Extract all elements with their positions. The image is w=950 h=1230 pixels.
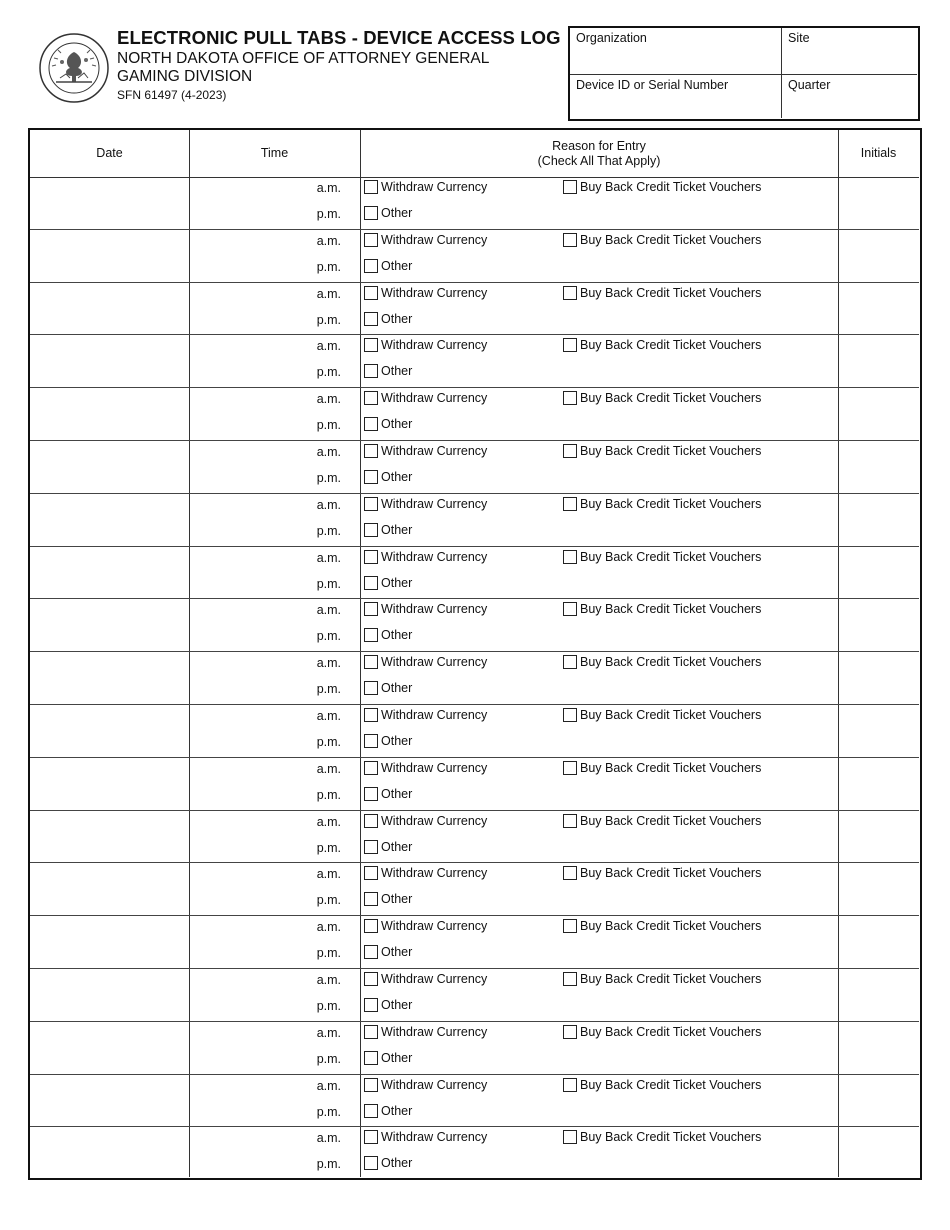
table-row: [30, 863, 919, 916]
date-cell[interactable]: [30, 335, 189, 387]
site-field[interactable]: [782, 28, 917, 75]
buy-back-vouchers-option[interactable]: [563, 761, 761, 775]
buy-back-vouchers-label: Buy Back Credit Ticket Vouchers: [580, 549, 762, 564]
buy-back-vouchers-option[interactable]: [563, 708, 761, 722]
initials-cell[interactable]: [839, 758, 919, 810]
other-option[interactable]: [364, 945, 412, 959]
buy-back-vouchers-label: Buy Back Credit Ticket Vouchers: [580, 655, 762, 670]
buy-back-vouchers-label: Buy Back Credit Ticket Vouchers: [580, 866, 762, 881]
table-row: [30, 441, 919, 494]
initials-cell[interactable]: [839, 1127, 919, 1179]
withdraw-currency-label: Withdraw Currency: [381, 1077, 488, 1092]
withdraw-currency-checkbox[interactable]: [364, 761, 378, 775]
initials-cell[interactable]: [839, 599, 919, 651]
other-checkbox[interactable]: [364, 1156, 378, 1170]
other-label: Other: [381, 1156, 413, 1171]
reason-header-line2: (Check All That Apply): [537, 153, 661, 168]
table-row: [30, 494, 919, 547]
withdraw-currency-option[interactable]: [364, 919, 487, 933]
am-label: a.m.: [316, 761, 341, 776]
pm-label: p.m.: [316, 523, 341, 538]
initials-cell[interactable]: [839, 230, 919, 282]
am-label: a.m.: [316, 392, 341, 407]
buy-back-vouchers-checkbox[interactable]: [563, 1025, 577, 1039]
other-option[interactable]: [364, 576, 412, 590]
other-label: Other: [381, 628, 413, 643]
am-label: a.m.: [316, 181, 341, 195]
am-label: a.m.: [316, 709, 341, 723]
withdraw-currency-option[interactable]: [364, 866, 487, 880]
other-checkbox[interactable]: [364, 576, 378, 590]
date-cell[interactable]: [30, 1022, 189, 1074]
device-id-field[interactable]: [570, 75, 782, 118]
am-label: a.m.: [316, 445, 341, 459]
table-row: [30, 230, 919, 283]
buy-back-vouchers-label: Buy Back Credit Ticket Vouchers: [580, 1130, 762, 1145]
other-option[interactable]: [364, 470, 412, 484]
other-label: Other: [381, 258, 413, 273]
pm-label: p.m.: [316, 418, 341, 433]
state-seal-logo: [38, 30, 110, 106]
withdraw-currency-option[interactable]: [364, 1078, 487, 1092]
withdraw-currency-option[interactable]: [364, 180, 487, 194]
buy-back-vouchers-label: Buy Back Credit Ticket Vouchers: [580, 338, 762, 353]
agency-name: NORTH DAKOTA OFFICE OF ATTORNEY GENERAL: [117, 50, 490, 67]
buy-back-vouchers-checkbox[interactable]: [563, 338, 577, 352]
withdraw-currency-option[interactable]: [364, 444, 487, 458]
table-row: [30, 916, 919, 969]
buy-back-vouchers-option[interactable]: [563, 866, 761, 880]
buy-back-vouchers-label: Buy Back Credit Ticket Vouchers: [580, 496, 762, 511]
withdraw-currency-label: Withdraw Currency: [381, 496, 488, 511]
buy-back-vouchers-label: Buy Back Credit Ticket Vouchers: [580, 1024, 762, 1039]
date-cell[interactable]: [30, 863, 189, 915]
other-checkbox[interactable]: [364, 1104, 378, 1118]
table-row: [30, 1075, 919, 1128]
other-label: Other: [381, 575, 413, 590]
pm-label: p.m.: [316, 1157, 341, 1172]
withdraw-currency-checkbox[interactable]: [364, 286, 378, 300]
buy-back-vouchers-option[interactable]: [563, 550, 761, 564]
withdraw-currency-option[interactable]: [364, 972, 487, 986]
table-header: [30, 130, 919, 178]
other-checkbox[interactable]: [364, 628, 378, 642]
am-label: a.m.: [316, 656, 341, 671]
date-cell[interactable]: [30, 388, 189, 440]
buy-back-vouchers-option[interactable]: [563, 233, 761, 247]
withdraw-currency-option[interactable]: [364, 761, 487, 775]
pm-label: p.m.: [316, 787, 341, 802]
date-cell[interactable]: [30, 599, 189, 651]
other-checkbox[interactable]: [364, 681, 378, 695]
buy-back-vouchers-option[interactable]: [563, 972, 761, 986]
buy-back-vouchers-option[interactable]: [563, 655, 761, 669]
buy-back-vouchers-option[interactable]: [563, 444, 761, 458]
withdraw-currency-checkbox[interactable]: [364, 814, 378, 828]
other-checkbox[interactable]: [364, 998, 378, 1012]
other-checkbox[interactable]: [364, 1051, 378, 1065]
column-header-reason: [360, 130, 838, 177]
am-label: a.m.: [316, 550, 341, 565]
buy-back-vouchers-label: Buy Back Credit Ticket Vouchers: [580, 760, 762, 775]
pm-label: p.m.: [316, 1051, 341, 1066]
date-cell[interactable]: [30, 811, 189, 863]
buy-back-vouchers-label: Buy Back Credit Ticket Vouchers: [580, 444, 762, 458]
buy-back-vouchers-checkbox[interactable]: [563, 1130, 577, 1144]
buy-back-vouchers-label: Buy Back Credit Ticket Vouchers: [580, 813, 762, 828]
buy-back-vouchers-label: Buy Back Credit Ticket Vouchers: [580, 602, 762, 617]
initials-cell[interactable]: [839, 177, 919, 229]
initials-cell[interactable]: [839, 916, 919, 968]
date-cell[interactable]: [30, 705, 189, 757]
other-option[interactable]: [364, 1104, 412, 1118]
pm-label: p.m.: [316, 840, 341, 855]
column-header-initials: Initials: [860, 146, 897, 160]
date-cell[interactable]: [30, 283, 189, 335]
withdraw-currency-checkbox[interactable]: [364, 180, 378, 194]
site-label: Site: [788, 31, 810, 45]
withdraw-currency-label: Withdraw Currency: [381, 232, 488, 247]
other-option[interactable]: [364, 787, 412, 801]
buy-back-vouchers-label: Buy Back Credit Ticket Vouchers: [580, 180, 762, 194]
withdraw-currency-checkbox[interactable]: [364, 1130, 378, 1144]
buy-back-vouchers-option[interactable]: [563, 602, 761, 616]
am-label: a.m.: [316, 1078, 341, 1093]
other-label: Other: [381, 734, 413, 748]
other-checkbox[interactable]: [364, 417, 378, 431]
withdraw-currency-checkbox[interactable]: [364, 550, 378, 564]
withdraw-currency-checkbox[interactable]: [364, 1078, 378, 1092]
withdraw-currency-option[interactable]: [364, 708, 487, 722]
initials-cell[interactable]: [839, 388, 919, 440]
withdraw-currency-checkbox[interactable]: [364, 655, 378, 669]
table-row: [30, 1127, 919, 1180]
other-option[interactable]: [364, 840, 412, 854]
pm-label: p.m.: [316, 207, 341, 221]
other-checkbox[interactable]: [364, 364, 378, 378]
other-checkbox[interactable]: [364, 840, 378, 854]
date-cell[interactable]: [30, 547, 189, 599]
withdraw-currency-label: Withdraw Currency: [381, 919, 488, 934]
other-label: Other: [381, 681, 413, 696]
buy-back-vouchers-label: Buy Back Credit Ticket Vouchers: [580, 919, 762, 934]
buy-back-vouchers-checkbox[interactable]: [563, 972, 577, 986]
other-checkbox[interactable]: [364, 523, 378, 537]
buy-back-vouchers-checkbox[interactable]: [563, 1078, 577, 1092]
am-label: a.m.: [316, 867, 341, 882]
buy-back-vouchers-option[interactable]: [563, 1130, 761, 1144]
buy-back-vouchers-checkbox[interactable]: [563, 180, 577, 194]
withdraw-currency-option[interactable]: [364, 1025, 487, 1039]
organization-field[interactable]: [570, 28, 782, 75]
other-checkbox[interactable]: [364, 470, 378, 484]
am-label: a.m.: [316, 1131, 341, 1146]
other-label: Other: [381, 786, 413, 801]
withdraw-currency-label: Withdraw Currency: [381, 813, 488, 828]
other-option[interactable]: [364, 998, 412, 1012]
am-label: a.m.: [316, 233, 341, 248]
table-row: [30, 388, 919, 441]
withdraw-currency-label: Withdraw Currency: [381, 866, 488, 881]
buy-back-vouchers-checkbox[interactable]: [563, 602, 577, 616]
withdraw-currency-label: Withdraw Currency: [381, 391, 488, 406]
info-box: [568, 26, 920, 121]
column-header-time: Time: [260, 146, 289, 160]
other-checkbox[interactable]: [364, 206, 378, 220]
withdraw-currency-label: Withdraw Currency: [381, 180, 488, 194]
am-label: a.m.: [316, 497, 341, 512]
initials-cell[interactable]: [839, 863, 919, 915]
buy-back-vouchers-checkbox[interactable]: [563, 866, 577, 880]
other-checkbox[interactable]: [364, 734, 378, 748]
other-option[interactable]: [364, 1156, 412, 1170]
date-cell[interactable]: [30, 652, 189, 704]
initials-cell[interactable]: [839, 652, 919, 704]
access-log-table: [28, 128, 922, 1180]
am-label: a.m.: [316, 814, 341, 829]
date-cell[interactable]: [30, 230, 189, 282]
buy-back-vouchers-checkbox[interactable]: [563, 286, 577, 300]
initials-cell[interactable]: [839, 1075, 919, 1127]
withdraw-currency-label: Withdraw Currency: [381, 1130, 488, 1145]
withdraw-currency-checkbox[interactable]: [364, 497, 378, 511]
other-option[interactable]: [364, 734, 412, 748]
withdraw-currency-label: Withdraw Currency: [381, 655, 488, 670]
withdraw-currency-option[interactable]: [364, 550, 487, 564]
pm-label: p.m.: [316, 735, 341, 749]
other-checkbox[interactable]: [364, 892, 378, 906]
am-label: a.m.: [316, 339, 341, 354]
withdraw-currency-option[interactable]: [364, 233, 487, 247]
buy-back-vouchers-option[interactable]: [563, 180, 761, 194]
table-row: [30, 1022, 919, 1075]
initials-cell[interactable]: [839, 969, 919, 1021]
withdraw-currency-checkbox[interactable]: [364, 338, 378, 352]
other-label: Other: [381, 206, 413, 220]
buy-back-vouchers-checkbox[interactable]: [563, 391, 577, 405]
withdraw-currency-option[interactable]: [364, 602, 487, 616]
pm-label: p.m.: [316, 999, 341, 1013]
date-cell[interactable]: [30, 494, 189, 546]
pm-label: p.m.: [316, 259, 341, 274]
withdraw-currency-label: Withdraw Currency: [381, 285, 488, 300]
date-cell[interactable]: [30, 916, 189, 968]
other-label: Other: [381, 1050, 413, 1065]
buy-back-vouchers-label: Buy Back Credit Ticket Vouchers: [580, 972, 762, 986]
buy-back-vouchers-option[interactable]: [563, 814, 761, 828]
withdraw-currency-label: Withdraw Currency: [381, 708, 488, 722]
buy-back-vouchers-label: Buy Back Credit Ticket Vouchers: [580, 391, 762, 406]
pm-label: p.m.: [316, 365, 341, 380]
pm-label: p.m.: [316, 576, 341, 591]
buy-back-vouchers-option[interactable]: [563, 391, 761, 405]
withdraw-currency-checkbox[interactable]: [364, 919, 378, 933]
table-row: [30, 969, 919, 1022]
table-row: [30, 758, 919, 811]
buy-back-vouchers-label: Buy Back Credit Ticket Vouchers: [580, 708, 762, 722]
pm-label: p.m.: [316, 629, 341, 644]
quarter-label: Quarter: [788, 78, 831, 92]
other-option[interactable]: [364, 259, 412, 273]
initials-cell[interactable]: [839, 811, 919, 863]
am-label: a.m.: [316, 920, 341, 935]
withdraw-currency-checkbox[interactable]: [364, 444, 378, 458]
buy-back-vouchers-label: Buy Back Credit Ticket Vouchers: [580, 1077, 762, 1092]
withdraw-currency-checkbox[interactable]: [364, 602, 378, 616]
buy-back-vouchers-checkbox[interactable]: [563, 708, 577, 722]
table-row: [30, 283, 919, 336]
am-label: a.m.: [316, 286, 341, 301]
buy-back-vouchers-checkbox[interactable]: [563, 919, 577, 933]
table-row: [30, 177, 919, 230]
buy-back-vouchers-option[interactable]: [563, 1078, 761, 1092]
buy-back-vouchers-option[interactable]: [563, 497, 761, 511]
form-number: SFN 61497 (4-2023): [117, 88, 227, 102]
other-label: Other: [381, 998, 413, 1012]
buy-back-vouchers-checkbox[interactable]: [563, 761, 577, 775]
table-row: [30, 705, 919, 758]
withdraw-currency-checkbox[interactable]: [364, 391, 378, 405]
pm-label: p.m.: [316, 312, 341, 327]
withdraw-currency-checkbox[interactable]: [364, 233, 378, 247]
withdraw-currency-option[interactable]: [364, 391, 487, 405]
withdraw-currency-label: Withdraw Currency: [381, 444, 488, 458]
other-label: Other: [381, 417, 413, 432]
buy-back-vouchers-option[interactable]: [563, 919, 761, 933]
other-label: Other: [381, 1103, 413, 1118]
withdraw-currency-checkbox[interactable]: [364, 708, 378, 722]
buy-back-vouchers-option[interactable]: [563, 286, 761, 300]
initials-cell[interactable]: [839, 335, 919, 387]
organization-label: Organization: [576, 31, 647, 45]
pm-label: p.m.: [316, 682, 341, 697]
other-checkbox[interactable]: [364, 259, 378, 273]
initials-cell[interactable]: [839, 441, 919, 493]
buy-back-vouchers-checkbox[interactable]: [563, 444, 577, 458]
buy-back-vouchers-checkbox[interactable]: [563, 497, 577, 511]
other-label: Other: [381, 839, 413, 854]
table-row: [30, 547, 919, 600]
am-label: a.m.: [316, 973, 341, 987]
other-checkbox[interactable]: [364, 945, 378, 959]
column-header-date: Date: [96, 146, 123, 160]
table-row: [30, 652, 919, 705]
pm-label: p.m.: [316, 893, 341, 908]
withdraw-currency-option[interactable]: [364, 1130, 487, 1144]
initials-cell[interactable]: [839, 547, 919, 599]
date-cell[interactable]: [30, 758, 189, 810]
withdraw-currency-label: Withdraw Currency: [381, 972, 488, 986]
other-label: Other: [381, 470, 413, 484]
other-label: Other: [381, 311, 413, 326]
other-option[interactable]: [364, 364, 412, 378]
withdraw-currency-checkbox[interactable]: [364, 972, 378, 986]
buy-back-vouchers-option[interactable]: [563, 338, 761, 352]
table-row: [30, 335, 919, 388]
table-row: [30, 599, 919, 652]
other-label: Other: [381, 364, 413, 379]
withdraw-currency-label: Withdraw Currency: [381, 549, 488, 564]
other-option[interactable]: [364, 681, 412, 695]
pm-label: p.m.: [316, 946, 341, 961]
other-option[interactable]: [364, 1051, 412, 1065]
date-cell[interactable]: [30, 1075, 189, 1127]
other-label: Other: [381, 945, 413, 960]
buy-back-vouchers-checkbox[interactable]: [563, 655, 577, 669]
withdraw-currency-checkbox[interactable]: [364, 866, 378, 880]
form-title: ELECTRONIC PULL TABS - DEVICE ACCESS LOG: [117, 27, 561, 48]
withdraw-currency-label: Withdraw Currency: [381, 1024, 488, 1039]
date-cell[interactable]: [30, 969, 189, 1021]
withdraw-currency-option[interactable]: [364, 286, 487, 300]
buy-back-vouchers-label: Buy Back Credit Ticket Vouchers: [580, 285, 762, 300]
other-option[interactable]: [364, 523, 412, 537]
other-option[interactable]: [364, 206, 412, 220]
other-option[interactable]: [364, 628, 412, 642]
initials-cell[interactable]: [839, 494, 919, 546]
pm-label: p.m.: [316, 1104, 341, 1119]
am-label: a.m.: [316, 603, 341, 618]
other-checkbox[interactable]: [364, 787, 378, 801]
withdraw-currency-label: Withdraw Currency: [381, 760, 488, 775]
quarter-field[interactable]: [782, 75, 917, 118]
initials-cell[interactable]: [839, 1022, 919, 1074]
other-option[interactable]: [364, 312, 412, 326]
initials-cell[interactable]: [839, 705, 919, 757]
withdraw-currency-checkbox[interactable]: [364, 1025, 378, 1039]
pm-label: p.m.: [316, 471, 341, 485]
other-option[interactable]: [364, 417, 412, 431]
buy-back-vouchers-checkbox[interactable]: [563, 814, 577, 828]
date-cell[interactable]: [30, 1127, 189, 1179]
withdraw-currency-option[interactable]: [364, 338, 487, 352]
table-row: [30, 811, 919, 864]
device-id-label: Device ID or Serial Number: [576, 78, 729, 92]
reason-header-line1: Reason for Entry: [552, 138, 646, 153]
date-cell[interactable]: [30, 441, 189, 493]
date-cell[interactable]: [30, 177, 189, 229]
initials-cell[interactable]: [839, 283, 919, 335]
buy-back-vouchers-option[interactable]: [563, 1025, 761, 1039]
other-label: Other: [381, 522, 413, 537]
buy-back-vouchers-label: Buy Back Credit Ticket Vouchers: [580, 232, 762, 247]
division-name: GAMING DIVISION: [117, 68, 253, 85]
withdraw-currency-option[interactable]: [364, 814, 487, 828]
withdraw-currency-label: Withdraw Currency: [381, 338, 488, 353]
buy-back-vouchers-checkbox[interactable]: [563, 233, 577, 247]
other-option[interactable]: [364, 892, 412, 906]
withdraw-currency-option[interactable]: [364, 497, 487, 511]
other-label: Other: [381, 892, 413, 907]
withdraw-currency-option[interactable]: [364, 655, 487, 669]
am-label: a.m.: [316, 1025, 341, 1040]
other-checkbox[interactable]: [364, 312, 378, 326]
buy-back-vouchers-checkbox[interactable]: [563, 550, 577, 564]
withdraw-currency-label: Withdraw Currency: [381, 602, 488, 617]
